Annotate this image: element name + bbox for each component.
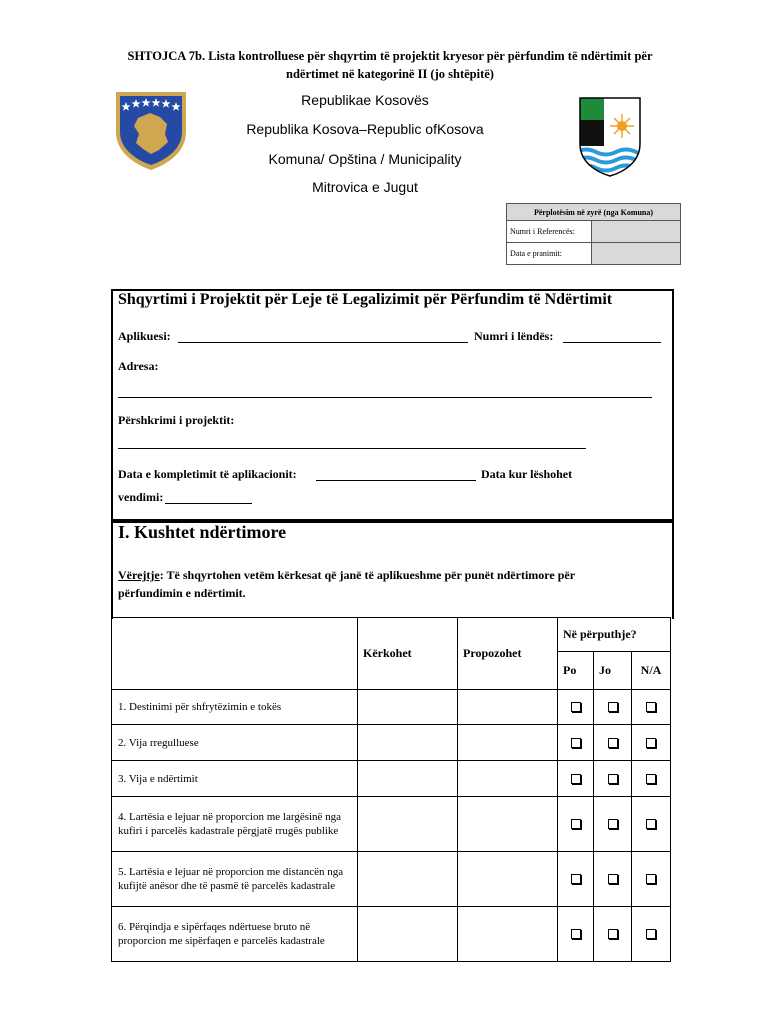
yes-checkbox[interactable] bbox=[571, 929, 581, 939]
table-row bbox=[112, 852, 671, 907]
criterion-header bbox=[112, 618, 358, 690]
yes-checkbox[interactable] bbox=[571, 874, 581, 884]
no-header: Jo bbox=[594, 652, 632, 690]
address-label: Adresa: bbox=[118, 359, 159, 373]
na-checkbox[interactable] bbox=[646, 774, 656, 784]
criterion-cell: 4. Lartësia e lejuar në proporcion me largësinë nga kufiri i parcelës kadastrale përgjatë rrugës publike bbox=[112, 797, 358, 852]
required-cell[interactable] bbox=[358, 690, 458, 725]
required-cell[interactable] bbox=[358, 852, 458, 907]
criterion-cell: 6. Përqindja e sipërfaqes ndërtuese bruto në proporcion me sipërfaqen e parcelës kadastrale bbox=[112, 907, 358, 962]
document-title: SHTOJCA 7b. Lista kontrolluese për shqyrtim të projektit kryesor për përfundim të ndërtimit për ndërtimet në kategorinë II (jo shtëpitë) bbox=[127, 49, 653, 81]
case-number-label: Numri i lëndës: bbox=[474, 329, 554, 343]
form-title: Shqyrtimi i Projektit për Leje të Legalizimit për Përfundim të Ndërtimit bbox=[118, 291, 613, 308]
proposed-header: Propozohet bbox=[458, 618, 558, 690]
address-field[interactable] bbox=[118, 397, 652, 398]
required-header: Kërkohet bbox=[358, 618, 458, 690]
no-checkbox[interactable] bbox=[608, 774, 618, 784]
kosovo-coat-of-arms-icon bbox=[112, 88, 190, 172]
municipality-coat-of-arms-icon bbox=[576, 94, 644, 178]
header-city: Mitrovica e Jugut bbox=[312, 179, 418, 195]
na-header: N/A bbox=[632, 652, 671, 690]
section-note bbox=[118, 566, 638, 602]
yes-checkbox[interactable] bbox=[571, 738, 581, 748]
yes-checkbox[interactable] bbox=[571, 702, 581, 712]
table-row bbox=[112, 725, 671, 761]
office-use-table bbox=[506, 203, 681, 265]
received-date-field[interactable] bbox=[592, 243, 681, 265]
reference-number-label: Numri i Referencës: bbox=[507, 221, 592, 243]
decision-date-label-cont: vendimi: bbox=[118, 490, 164, 504]
office-use-title: Përplotësim në zyrë (nga Komuna) bbox=[507, 204, 681, 221]
section-title: I. Kushtet ndërtimore bbox=[118, 522, 287, 542]
yes-header: Po bbox=[558, 652, 594, 690]
na-checkbox[interactable] bbox=[646, 738, 656, 748]
criterion-cell: 3. Vija e ndërtimit bbox=[112, 761, 358, 797]
compliance-header: Në përputhje? bbox=[558, 618, 671, 652]
required-cell[interactable] bbox=[358, 907, 458, 962]
table-row bbox=[112, 907, 671, 962]
note-label: Vërejtje bbox=[118, 568, 160, 582]
table-row bbox=[112, 761, 671, 797]
case-number-field[interactable] bbox=[563, 342, 661, 343]
completion-date-field[interactable] bbox=[316, 480, 476, 481]
proposed-cell[interactable] bbox=[458, 797, 558, 852]
building-conditions-table bbox=[111, 617, 671, 962]
applicant-label: Aplikuesi: bbox=[118, 329, 171, 343]
no-checkbox[interactable] bbox=[608, 738, 618, 748]
note-text: : Të shqyrtohen vetëm kërkesat që janë të aplikueshme për punët ndërtimore për përfundimin e ndërtimit. bbox=[118, 568, 575, 600]
proposed-cell[interactable] bbox=[458, 690, 558, 725]
reference-number-field[interactable] bbox=[592, 221, 681, 243]
header-municipality: Komuna/ Opština / Municipality bbox=[268, 151, 462, 167]
no-checkbox[interactable] bbox=[608, 929, 618, 939]
proposed-cell[interactable] bbox=[458, 852, 558, 907]
no-checkbox[interactable] bbox=[608, 819, 618, 829]
proposed-cell[interactable] bbox=[458, 761, 558, 797]
na-checkbox[interactable] bbox=[646, 702, 656, 712]
proposed-cell[interactable] bbox=[458, 907, 558, 962]
table-row bbox=[112, 690, 671, 725]
na-checkbox[interactable] bbox=[646, 819, 656, 829]
decision-date-field[interactable] bbox=[165, 503, 252, 504]
no-checkbox[interactable] bbox=[608, 702, 618, 712]
required-cell[interactable] bbox=[358, 761, 458, 797]
criterion-cell: 5. Lartësia e lejuar në proporcion me distancën nga kufijtë anësor dhe të pasmë të parcelës kadastrale bbox=[112, 852, 358, 907]
yes-checkbox[interactable] bbox=[571, 819, 581, 829]
na-checkbox[interactable] bbox=[646, 874, 656, 884]
project-description-field[interactable] bbox=[118, 448, 586, 449]
no-checkbox[interactable] bbox=[608, 874, 618, 884]
yes-checkbox[interactable] bbox=[571, 774, 581, 784]
application-form-box bbox=[111, 289, 674, 523]
na-checkbox[interactable] bbox=[646, 929, 656, 939]
decision-date-label: Data kur lëshohet bbox=[481, 467, 573, 481]
required-cell[interactable] bbox=[358, 797, 458, 852]
proposed-cell[interactable] bbox=[458, 725, 558, 761]
header-country: Republikae Kosovës bbox=[301, 92, 429, 108]
criterion-cell: 2. Vija rregulluese bbox=[112, 725, 358, 761]
applicant-field[interactable] bbox=[178, 342, 468, 343]
table-row bbox=[112, 797, 671, 852]
received-date-label: Data e pranimit: bbox=[507, 243, 592, 265]
required-cell[interactable] bbox=[358, 725, 458, 761]
header-republic: Republika Kosova–Republic ofKosova bbox=[246, 121, 484, 137]
criterion-cell: 1. Destinimi për shfrytëzimin e tokës bbox=[112, 690, 358, 725]
project-description-label: Përshkrimi i projektit: bbox=[118, 413, 235, 427]
completion-date-label: Data e kompletimit të aplikacionit: bbox=[118, 467, 297, 481]
